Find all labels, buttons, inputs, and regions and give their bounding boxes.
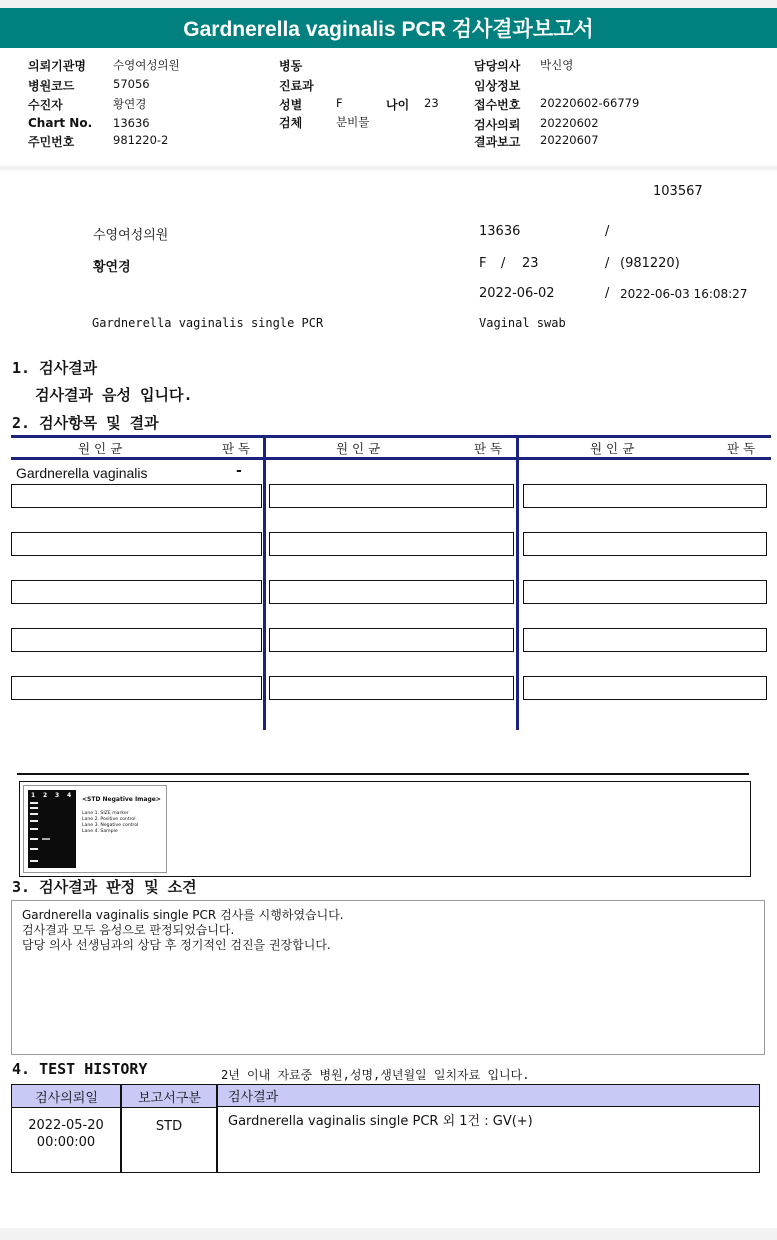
opinion-line: 담당 의사 선생님과의 상담 후 정기적인 검진을 권장합니다.: [22, 938, 331, 952]
label-receipt-no: 접수번호: [474, 98, 521, 112]
section4-title: 4. TEST HISTORY: [12, 1060, 148, 1078]
marker-band: [30, 820, 38, 822]
result-cell: [269, 532, 514, 556]
result-cell: [523, 532, 767, 556]
col-judgment-header: 판 독: [222, 441, 251, 456]
gel-caption: <STD Negative Image>: [82, 796, 161, 803]
history-table: [11, 1084, 760, 1173]
header-info: [0, 48, 777, 166]
grid-divider-2: [516, 437, 519, 730]
section2-title: 2. 검사항목 및 결과: [12, 414, 159, 432]
col-judgment-header: 판 독: [727, 441, 756, 456]
marker-band: [30, 802, 38, 804]
history-header-date: 검사의뢰일: [12, 1085, 121, 1108]
history-date: 2022-05-20: [28, 1118, 104, 1133]
gel-lanes: [28, 790, 76, 868]
label-chart-no: Chart No.: [28, 116, 93, 130]
gel-legend-item: Lane 4. Sample: [82, 829, 118, 834]
info-sex: F: [479, 256, 487, 271]
history-type: STD: [155, 1119, 183, 1134]
opinion-text: [22, 908, 344, 953]
info-chart-no: 13636: [479, 224, 521, 239]
history-header-type: 보고서구분: [122, 1085, 217, 1108]
gel-image-box: [19, 781, 751, 877]
label-specimen: 검체: [279, 116, 303, 130]
result-cell: [523, 628, 767, 652]
section3-title: 3. 검사결과 판정 및 소견: [12, 878, 197, 896]
result-cell: [11, 532, 262, 556]
value-hospital: 수영여성의원: [113, 58, 180, 72]
label-patient: 수진자: [28, 98, 63, 112]
label-department: 진료과: [279, 79, 314, 93]
result-cell: [11, 676, 262, 700]
gel-legend-item: Lane 2. Positive control: [82, 817, 136, 822]
result-cell: [523, 676, 767, 700]
info-slash: /: [501, 256, 506, 271]
table-row: [12, 1117, 120, 1151]
section1-title: 1. 검사결과: [12, 359, 98, 377]
grid-top-rule: [11, 435, 771, 438]
value-specimen: 분비물: [336, 115, 370, 129]
info-patient: 황연경: [93, 260, 131, 275]
result-cell: [11, 580, 262, 604]
result-cell: [11, 484, 262, 508]
info-hospital: 수영여성의원: [93, 228, 169, 243]
section1-result: 검사결과 음성 입니다.: [35, 386, 193, 404]
opinion-box: [11, 900, 765, 1055]
marker-band: [30, 860, 38, 862]
history-header-result: 검사결과: [218, 1085, 759, 1107]
marker-band: [30, 828, 38, 830]
label-doctor: 담당의사: [474, 59, 521, 73]
history-time: 00:00:00: [36, 1135, 96, 1150]
lane-number: 2: [43, 792, 48, 799]
result-pathogen: Gardnerella vaginalis: [16, 465, 148, 481]
gel-legend-item: Lane 3. Negative control: [82, 823, 139, 828]
lane-number: 3: [55, 792, 60, 799]
gel-top-rule: [17, 773, 749, 775]
history-result: Gardnerella vaginalis single PCR 외 1건 : GV(+): [228, 1114, 533, 1129]
col-judgment-header: 판 독: [474, 441, 503, 456]
info-age: 23: [522, 256, 539, 271]
value-chart-no: 13636: [113, 116, 150, 130]
value-sex: F: [336, 96, 343, 110]
value-hospital-code: 57056: [113, 77, 150, 91]
result-cell: [269, 676, 514, 700]
report-title: Gardnerella vaginalis PCR 검사결과보고서: [0, 8, 777, 48]
label-age: 나이: [386, 98, 410, 112]
info-request-date: 2022-06-02: [479, 286, 555, 301]
history-col-divider: [216, 1085, 218, 1172]
col-pathogen-header: 원 인 균: [336, 441, 381, 456]
value-resident-no: 981220-2: [113, 133, 169, 147]
label-resident-no: 주민번호: [28, 135, 75, 149]
info-test-name: Gardnerella vaginalis single PCR: [92, 316, 324, 330]
label-ward: 병동: [279, 59, 303, 73]
info-report-datetime: 2022-06-03 16:08:27: [620, 287, 748, 301]
marker-band: [30, 838, 38, 840]
info-slash: /: [605, 286, 610, 301]
marker-band: [30, 813, 38, 815]
label-sex: 성별: [279, 98, 303, 112]
value-request-date: 20220602: [540, 116, 599, 130]
result-cell: [523, 580, 767, 604]
info-birth: (981220): [620, 256, 680, 271]
value-patient: 황연경: [113, 97, 147, 111]
gel-legend-item: Lane 1. SIZE marker: [82, 811, 129, 816]
label-clinical-info: 임상정보: [474, 79, 521, 93]
label-hospital-code: 병원코드: [28, 79, 75, 93]
positive-control-band: [42, 838, 50, 840]
history-note: 2년 이내 자료중 병원,성명,생년월일 일치자료 입니다.: [221, 1068, 530, 1082]
grid-header-rule: [11, 457, 771, 460]
info-slash: /: [605, 224, 610, 239]
value-report-date: 20220607: [540, 133, 599, 147]
result-cell: [269, 628, 514, 652]
opinion-line: 검사결과 모두 음성으로 판정되었습니다.: [22, 923, 235, 937]
lane-number: 4: [67, 792, 72, 799]
value-age: 23: [424, 96, 439, 110]
result-cell: [269, 580, 514, 604]
marker-band: [30, 807, 38, 809]
lane-number: 1: [31, 792, 36, 799]
info-slash: /: [605, 256, 610, 271]
marker-band: [30, 848, 38, 850]
gel-image: [23, 785, 167, 873]
result-cell: [11, 628, 262, 652]
result-cell: [523, 484, 767, 508]
report-id: 103567: [653, 184, 703, 199]
grid-divider-1: [263, 437, 266, 730]
result-cell: [269, 484, 514, 508]
label-report-date: 결과보고: [474, 135, 521, 149]
label-request-date: 검사의뢰: [474, 118, 521, 132]
value-doctor: 박신영: [540, 58, 574, 72]
value-receipt-no: 20220602-66779: [540, 96, 640, 110]
result-judgment: -: [236, 463, 242, 479]
col-pathogen-header: 원 인 균: [590, 441, 635, 456]
info-specimen: Vaginal swab: [479, 316, 566, 330]
label-hospital: 의뢰기관명: [28, 59, 86, 73]
opinion-line: Gardnerella vaginalis single PCR 검사를 시행하였습니다.: [22, 908, 344, 922]
col-pathogen-header: 원 인 균: [78, 441, 123, 456]
